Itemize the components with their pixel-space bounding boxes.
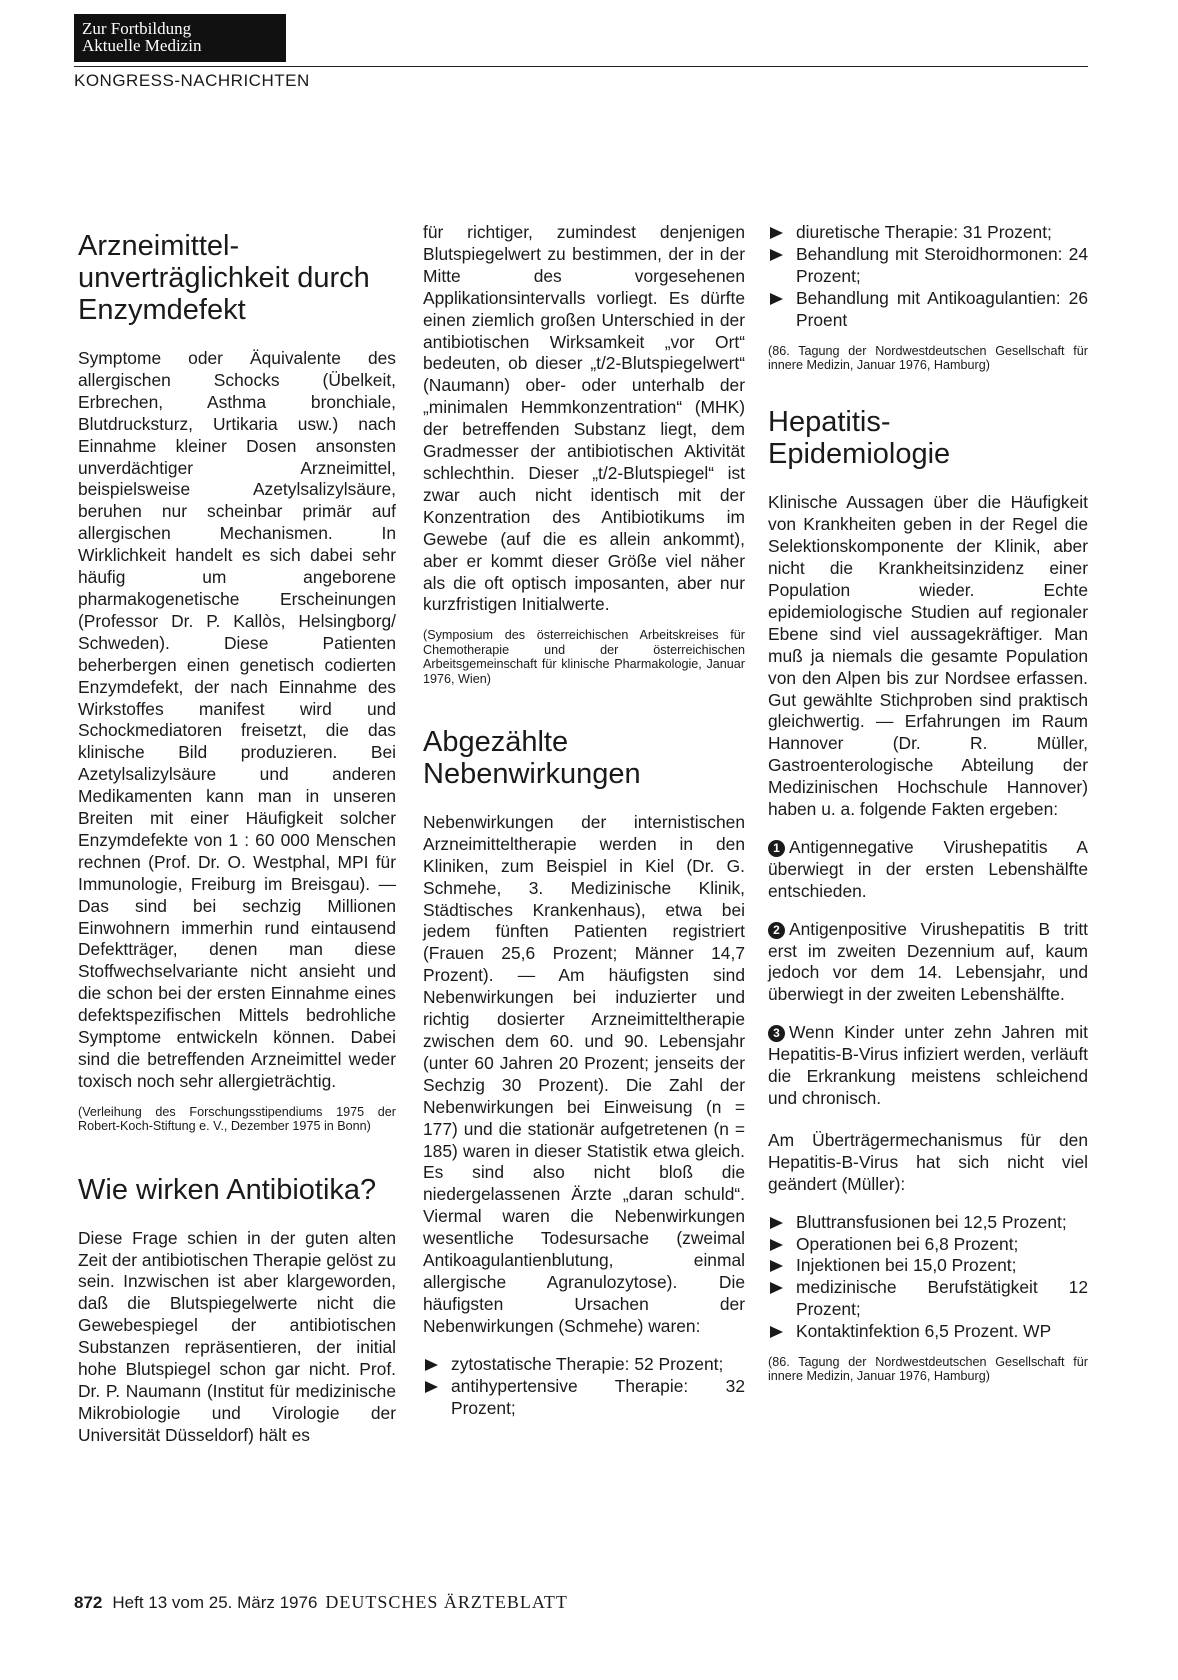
- badge-line-1: Zur Fortbildung: [82, 19, 192, 38]
- article-body-hepatitis: Klinische Aussagen über die Häufigkeit von Krankheiten geben in der Regel die Selektionskomponente der Klinik, aber nicht die Krankheitsinzidenz einer Population wieder. Echte epidemiologische Studien auf regionaler Ebene sind viel aussagekräftiger. Man muß ja niemals die gesamte Population von den Alpen bis zur Nordsee erfassen. Gut gewählte Stichproben sind praktisch gleichwertig. — Erfahrungen im Raum Hannover (Dr. R. Müller, Gastroenterologische Abteilung der Medizinischen Hochschule Hannover) haben u. a. folgende Fakten ergeben:: [768, 492, 1088, 820]
- article-source-enzymdefekt: (Verleihung des Forschungsstipendiums 1975 der Robert-Koch-Stiftung e. V., Dezember 1975 in Bonn): [78, 1104, 396, 1134]
- list-item: Operationen bei 6,8 Prozent;: [768, 1234, 1088, 1256]
- page-footer: [74, 1592, 568, 1613]
- article-title-antibiotika: Wie wirken Antibiotika?: [78, 1173, 377, 1206]
- hepatitis-body-2: Am Überträgermechanismus für den Hepatitis-B-Virus hat sich nicht viel geändert (Müller):: [768, 1129, 1088, 1194]
- article-body-nebenwirkungen: Nebenwirkungen der internistischen Arzneimitteltherapie werden in den Kliniken, zum Beispiel in Kiel (Dr. G. Schmehe, 3. Medizinische Klinik, Städtisches Krankenhaus), etwa bei jedem fünften Patienten registriert (Frauen 25,6 Prozent; Männer 14,7 Prozent). — Am häufigsten sind Nebenwirkungen bei induzierter und richtig dosierter Arzneimitteltherapie zwischen dem 60. und 90. Lebensjahr (unter 60 Jahren 20 Prozent; jenseits der Sechzig 30 Prozent). Die Zahl der Nebenwirkungen bei Einweisung (n = 177) und die stationär aufgetretenen (n = 185) waren in dieser Statistik etwa gleich. Es sind also nicht bloß die niedergelassenen Ärzte „daran schuld“. Viermal waren die Nebenwirkungen wesentliche Todesursache (zweimal Antikoagulantienblutung, einmal allergische Agranulozytose). Die häufigsten Ursachen der Nebenwirkungen (Schmehe) waren:: [423, 811, 745, 1336]
- article-body-enzymdefekt: Symptome oder Äquivalente des allergischen Schocks (Übelkeit, Erbrechen, Asthma bronchiale, Blutdrucksturz, Urtikaria usw.) nach Einnahme kleiner Dosen ansonsten unverdächtiger Arzneimittel, beispielsweise Azetylsalizylsäure, beruhen nur scheinbar primär auf allergischen Mechanismen. In Wirklichkeit handelt es sich dabei sehr häufig um angeborene pharmakogenetische Erscheinungen (Professor Dr. P. Kallòs, Helsingborg/ Schweden). Diese Patienten beherbergen einen genetisch codierten Enzymdefekt, der nach Einnahme des Wirkstoffes manifest wird und Schockmediatoren freisetzt, die das klinische Bild produzieren. Bei Azetylsalizylsäure und anderen Medikamenten kann man in unseren Breiten mit einer Häufigkeit solcher Enzymdefekte von 1 : 60 000 Menschen rechnen (Prof. Dr. O. Westphal, MPI für Immunologie, Freiburg im Breisgau). — Das sind bei sechzig Millionen Einwohnern immerhin rund eintausend Defektträger, denen man diese Stoffwechselvariante nicht ansieht und die schon bei der ersten Einnahme eines defektspezifischen Mittels bedrohliche Symptome entwickeln können. Dabei sind die betreffenden Arzneimittel weder toxisch noch sehr allergieträchtig.: [78, 348, 396, 1091]
- hepatitis-point-3: [768, 1022, 1088, 1110]
- page-number: 872: [74, 1593, 103, 1612]
- list-item: medizinische Berufstätigkeit 12 Prozent;: [768, 1277, 1088, 1321]
- nebenwirkungen-list-part2: [768, 222, 1088, 332]
- list-item: zytostatische Therapie: 52 Prozent;: [423, 1354, 745, 1376]
- list-item: antihypertensive Therapie: 32 Prozent;: [423, 1376, 745, 1420]
- section-label: KONGRESS-NACHRICHTEN: [74, 71, 310, 90]
- list-item: Behandlung mit Antikoagulantien: 26 Proent: [768, 288, 1088, 332]
- magazine-name: DEUTSCHES ÄRZTEBLATT: [325, 1592, 568, 1612]
- column-2: [423, 222, 745, 1419]
- article-source-antibiotika: (Symposium des österreichischen Arbeitskreises für Chemotherapie und der österreichischen Arbeitsgemeinschaft für klinische Pharmakologie, Januar 1976, Wien): [423, 628, 745, 686]
- article-title-hepatitis: Hepatitis- Epidemiologie: [768, 406, 951, 471]
- header-rule: [74, 66, 1088, 67]
- article-source-hepatitis: (86. Tagung der Nordwestdeutschen Gesellschaft für innere Medizin, Januar 1976, Hamburg): [768, 1355, 1088, 1384]
- article-title-nebenwirkungen: Abgezählte Nebenwirkungen: [423, 725, 641, 790]
- list-item: Bluttransfusionen bei 12,5 Prozent;: [768, 1212, 1088, 1234]
- hepatitis-point-text: Wenn Kinder unter zehn Jahren mit Hepatitis-B-Virus infiziert werden, verläuft die Erkrankung meistens schleichend und chronisch.: [768, 1022, 1088, 1108]
- issue-info: Heft 13 vom 25. März 1976: [112, 1593, 318, 1612]
- article-title-enzymdefekt: Arzneimittel- unverträglichkeit durch Enzymdefekt: [78, 230, 370, 326]
- article-source-nebenwirkungen: (86. Tagung der Nordwestdeutschen Gesellschaft für innere Medizin, Januar 1976, Hamburg): [768, 343, 1088, 372]
- list-item: Injektionen bei 15,0 Prozent;: [768, 1255, 1088, 1277]
- number-1-icon: 1: [768, 840, 785, 857]
- list-item: diuretische Therapie: 31 Prozent;: [768, 222, 1088, 244]
- hepatitis-transmission-list: [768, 1212, 1088, 1343]
- hepatitis-point-1: [768, 837, 1088, 903]
- list-item: Kontaktinfektion 6,5 Prozent. WP: [768, 1321, 1088, 1343]
- column-1: [78, 222, 396, 1447]
- article-body-antibiotika-part2: für richtiger, zumindest denjenigen Blutspiegelwert zu bestimmen, der in der Mitte des vorgesehenen Applikationsintervalls vorliegt. Es dürfte einen ziemlich großen Unterschied in der antibiotischen Wirksamkeit „vor Ort“ bedeuten, ob dieser „t/2-Blutspiegelwert“ (Naumann) ober- oder unterhalb der „minimalen Hemmkonzentration“ (MHK) der betreffenden Substanz liegt, dem Gradmesser der antibiotischen Aktivität schlechthin. Dieser „t/2-Blutspiegel“ ist zwar auch nicht identisch mit der Konzentration des Antibiotikums im Gewebe (auf die es allein ankommt), aber er kommt dieser Größe viel näher als die oft optisch imposanten, aber nur kurzfristigen Initialwerte.: [423, 222, 745, 615]
- nebenwirkungen-list-part1: [423, 1354, 745, 1420]
- number-2-icon: 2: [768, 922, 785, 939]
- article-body-antibiotika-part1: Diese Frage schien in der guten alten Zeit der antibiotischen Therapie gelöst zu sein. Inzwischen ist aber klargeworden, daß die Blutspiegelwerte nicht die Gewebespiegel der antibiotischen Substanzen repräsentieren, der initial hohe Blutspiegel schon gar nicht. Prof. Dr. P. Naumann (Institut für medizinische Mikrobiologie und Virologie der Universität Düsseldorf) hält es: [78, 1227, 396, 1445]
- hepatitis-point-text: Antigennegative Virushepatitis A überwiegt in der ersten Lebenshälfte entschieden.: [768, 836, 1088, 901]
- number-3-icon: 3: [768, 1025, 785, 1042]
- section-badge: [74, 14, 286, 62]
- badge-line-2: Aktuelle Medizin: [82, 36, 202, 55]
- hepatitis-point-text: Antigenpositive Virushepatitis B tritt erst im zweiten Dezennium auf, kaum jedoch vor dem 14. Lebensjahr, und überwiegt in der zweiten Lebenshälfte.: [768, 918, 1088, 1005]
- list-item: Behandlung mit Steroidhormonen: 24 Prozent;: [768, 244, 1088, 288]
- hepatitis-point-2: [768, 919, 1088, 1007]
- column-3: [768, 222, 1088, 1384]
